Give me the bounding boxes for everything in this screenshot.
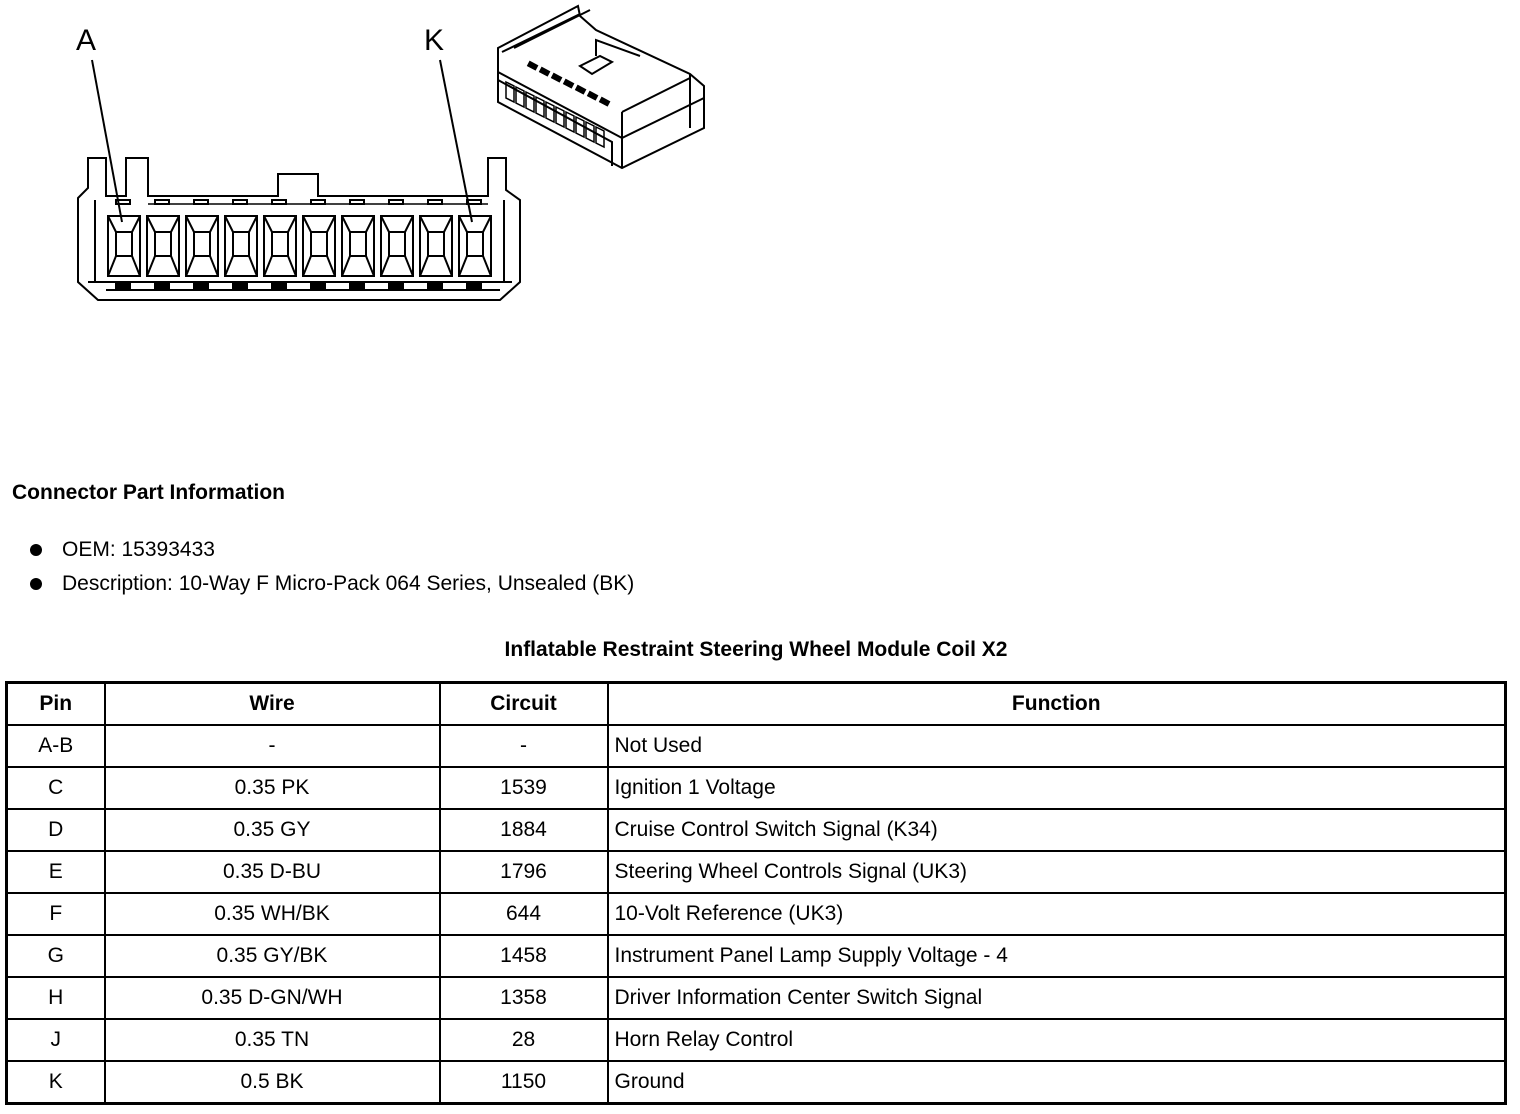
circuit-cell: 1796 xyxy=(440,851,608,893)
section-title: Connector Part Information xyxy=(12,481,286,504)
function-cell: Ignition 1 Voltage xyxy=(608,767,1506,809)
function-cell: 10-Volt Reference (UK3) xyxy=(608,893,1506,935)
bullet-icon xyxy=(30,544,42,556)
header-wire: Wire xyxy=(105,683,440,726)
pin-cell: K xyxy=(7,1061,105,1104)
connector-diagram xyxy=(0,0,760,320)
pinout-table xyxy=(5,681,1507,1105)
circuit-cell: 1358 xyxy=(440,977,608,1019)
table-row xyxy=(7,851,1506,893)
table-header-row xyxy=(7,683,1506,726)
connector-isometric-view xyxy=(498,6,704,168)
description-text: Description: 10-Way F Micro-Pack 064 Series, Unsealed (BK) xyxy=(62,572,635,595)
table-row xyxy=(7,977,1506,1019)
pin-base-mark xyxy=(116,284,130,288)
function-cell: Ground xyxy=(608,1061,1506,1104)
table-row xyxy=(7,1019,1506,1061)
pin-cell: J xyxy=(7,1019,105,1061)
wire-cell: 0.5 BK xyxy=(105,1061,440,1104)
header-function: Function xyxy=(608,683,1506,726)
wire-cell: 0.35 GY/BK xyxy=(105,935,440,977)
oem-text: OEM: 15393433 xyxy=(62,538,215,561)
table-row xyxy=(7,1061,1506,1104)
bullet-icon xyxy=(30,578,42,590)
part-info-list xyxy=(30,536,634,604)
circuit-cell: - xyxy=(440,725,608,767)
pin-label-a: A xyxy=(76,24,97,57)
pin-cell: A-B xyxy=(7,725,105,767)
wire-cell: - xyxy=(105,725,440,767)
pin-base-mark xyxy=(272,284,286,288)
function-cell: Driver Information Center Switch Signal xyxy=(608,977,1506,1019)
pin-cell: C xyxy=(7,767,105,809)
pin-cell: H xyxy=(7,977,105,1019)
circuit-cell: 28 xyxy=(440,1019,608,1061)
pin-base-mark xyxy=(467,284,481,288)
table-row xyxy=(7,725,1506,767)
wire-cell: 0.35 PK xyxy=(105,767,440,809)
list-item-oem xyxy=(30,536,634,570)
header-pin: Pin xyxy=(7,683,105,726)
table-row xyxy=(7,893,1506,935)
circuit-cell: 1884 xyxy=(440,809,608,851)
circuit-cell: 1539 xyxy=(440,767,608,809)
wire-cell: 0.35 WH/BK xyxy=(105,893,440,935)
wire-cell: 0.35 TN xyxy=(105,1019,440,1061)
pin-cell: F xyxy=(7,893,105,935)
header-circuit: Circuit xyxy=(440,683,608,726)
pin-cell: E xyxy=(7,851,105,893)
pin-base-mark xyxy=(233,284,247,288)
function-cell: Steering Wheel Controls Signal (UK3) xyxy=(608,851,1506,893)
connector-face xyxy=(78,158,520,300)
table-row xyxy=(7,809,1506,851)
pin-cell: D xyxy=(7,809,105,851)
pin-base-mark xyxy=(350,284,364,288)
table-row xyxy=(7,935,1506,977)
table-title: Inflatable Restraint Steering Wheel Module Coil X2 xyxy=(504,638,1008,661)
pin-base-mark xyxy=(428,284,442,288)
pin-base-mark xyxy=(194,284,208,288)
wire-cell: 0.35 D-GN/WH xyxy=(105,977,440,1019)
wire-cell: 0.35 D-BU xyxy=(105,851,440,893)
pin-base-mark xyxy=(311,284,325,288)
function-cell: Cruise Control Switch Signal (K34) xyxy=(608,809,1506,851)
pin-cell: G xyxy=(7,935,105,977)
table-row xyxy=(7,767,1506,809)
circuit-cell: 1150 xyxy=(440,1061,608,1104)
pin-base-mark xyxy=(389,284,403,288)
circuit-cell: 1458 xyxy=(440,935,608,977)
pin-label-k: K xyxy=(424,24,445,57)
pin-base-mark xyxy=(155,284,169,288)
function-cell: Not Used xyxy=(608,725,1506,767)
wire-cell: 0.35 GY xyxy=(105,809,440,851)
circuit-cell: 644 xyxy=(440,893,608,935)
function-cell: Horn Relay Control xyxy=(608,1019,1506,1061)
list-item-description xyxy=(30,570,634,604)
function-cell: Instrument Panel Lamp Supply Voltage - 4 xyxy=(608,935,1506,977)
